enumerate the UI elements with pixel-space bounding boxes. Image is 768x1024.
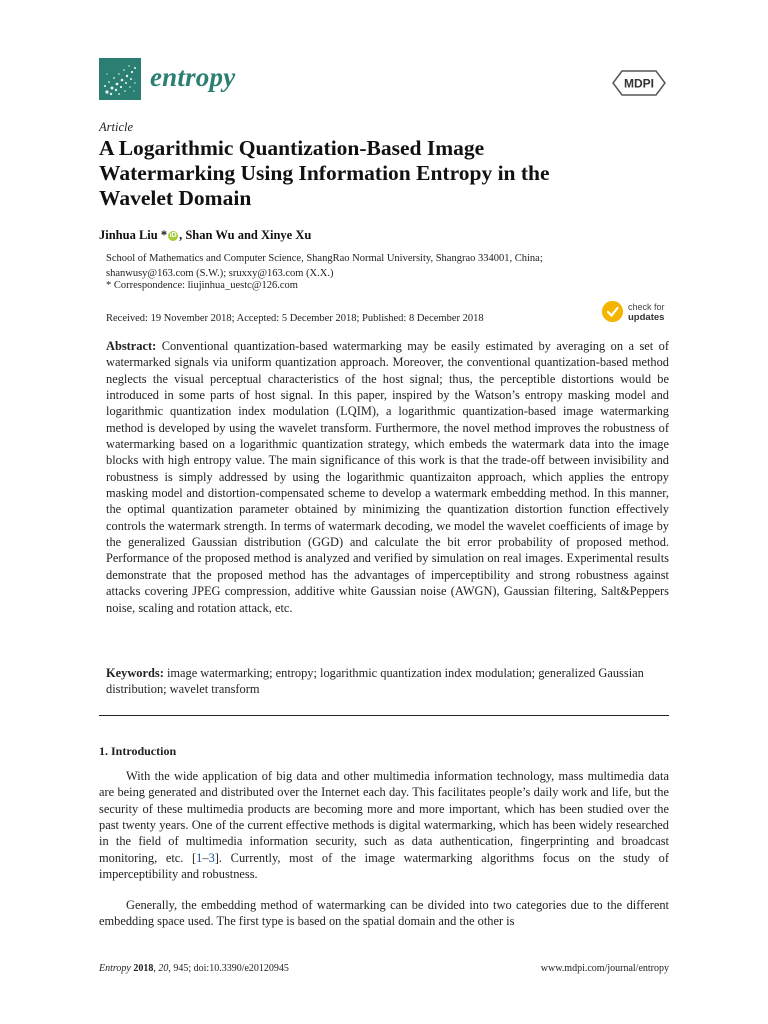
mdpi-logo-icon [612, 70, 666, 96]
citation-link[interactable]: 1 [196, 850, 203, 865]
intro-text-continued: ]. Currently, most of the image watermarking algorithms focus on the study of imperceptibility and robustness. [99, 850, 669, 882]
footer-journal: Entropy [99, 963, 131, 974]
author-first: Jinhua Liu * [99, 228, 168, 242]
check-updates-icon [602, 301, 623, 322]
check-updates-label-bold: updates [628, 312, 665, 323]
abstract-text: Conventional quantization-based watermarking may be easily estimated by averaging on a set of watermarked signals via uniform quantization approach. Moreover, the conventional quantization-based method neglects the visual perceptual characteristics of the host signal; thus, the perceptible distortions would be introduced in some parts of host signal. In this paper, inspired by the Watson’s entropy masking model and logarithmic quantization index modulation (LQIM), a logarithmic quantization-based image watermarking method is developed by using the wavelet transform. Furthermore, the novel method improves the robustness of watermarking based on a logarithmic quantization strategy, which embeds the watermark data into the image blocks with high entropy value. The main significance of this work is that the trade-off between invisibility and robustness is simply addressed by using the logarithmic quantizaiton approach, which applies the entropy masking model and distortion-compensated scheme to develop a watermark embedding method. In this manner, the optimal quantization parameter obtained by minimizing the quantization distortion function effectively controls the watermark strength. In terms of watermark decoding, we model the wavelet coefficients of image by the generalized Gaussian distribution (GGD) and calculate the bit error probability of proposed method. Performance of the proposed method is analyzed and verified by simulation on real images. Experimental results demonstrate that the proposed method has the advantages of imperceptibility and strong robustness against attacks covering JPEG compression, additive white Gaussian noise (AWGN), Gaussian filtering, Salt&Peppers noise, scaling and rotation attack, etc. [106, 339, 669, 615]
affiliation [106, 251, 646, 281]
article-title: A Logarithmic Quantization-Based Image Watermarking Using Information Entropy in the Wavelet Domain [99, 136, 550, 210]
check-for-updates-button[interactable] [602, 299, 674, 327]
intro-paragraph [99, 768, 669, 882]
affiliation-emails: shanwusy@163.com (S.W.); sruxxy@163.com (X.X.) [106, 268, 334, 279]
journal-url[interactable]: www.mdpi.com/journal/entropy [540, 963, 669, 974]
citation-link[interactable]: 3 [208, 850, 215, 865]
keywords-text: image watermarking; entropy; logarithmic quantization index modulation; generalized Gaussian distribution; wavelet transform [106, 666, 644, 697]
author-rest: , Shan Wu and Xinye Xu [179, 228, 312, 242]
orcid-icon[interactable]: iD [169, 232, 177, 239]
citation-footer: Entropy 2018, 20, 945; doi:10.3390/e20120945 [99, 963, 289, 974]
intro-text: With the wide application of big data and other multimedia information technology, mass multimedia data are being generated and distributed over the Internet each day. This facilitates people’s daily work and life, but the security of these multimedia products are becoming more and more important, which has been studied over the past twenty years. One of the current effective methods is digital watermarking, which has been widely researched in the field of multimedia information security, such as data authentication, fingerprinting and broadcast monitoring, etc. [ [99, 769, 669, 865]
check-updates-label: check for [628, 302, 665, 312]
article-type: Article [99, 120, 134, 134]
publication-dates: Received: 19 November 2018; Accepted: 5 December 2018; Published: 8 December 2018 [106, 313, 484, 324]
keywords [106, 665, 669, 698]
section-heading: 1. Introduction [99, 744, 177, 758]
divider [99, 715, 669, 716]
correspondence: * Correspondence: liujinhua_uestc@126.com [106, 280, 298, 291]
footer-doi: , 945; doi:10.3390/e20120945 [168, 963, 289, 974]
author-list [99, 228, 311, 243]
journal-name: entropy [150, 62, 236, 92]
abstract-label: Abstract: [106, 339, 157, 353]
keywords-label: Keywords: [106, 666, 164, 680]
footer-volume: 20 [158, 963, 169, 974]
affiliation-line: School of Mathematics and Computer Science, ShangRao Normal University, Shangrao 334001, China; [106, 253, 543, 264]
abstract [106, 338, 669, 616]
journal-logo-icon [99, 58, 141, 100]
publisher-name: MDPI [624, 76, 654, 91]
footer-year: 2018 [133, 963, 154, 974]
citation-dash: – [202, 850, 209, 865]
intro-paragraph: Generally, the embedding method of watermarking can be divided into two categories due to the different embedding space used. The first type is based on the spatial domain and the other is [99, 898, 669, 929]
